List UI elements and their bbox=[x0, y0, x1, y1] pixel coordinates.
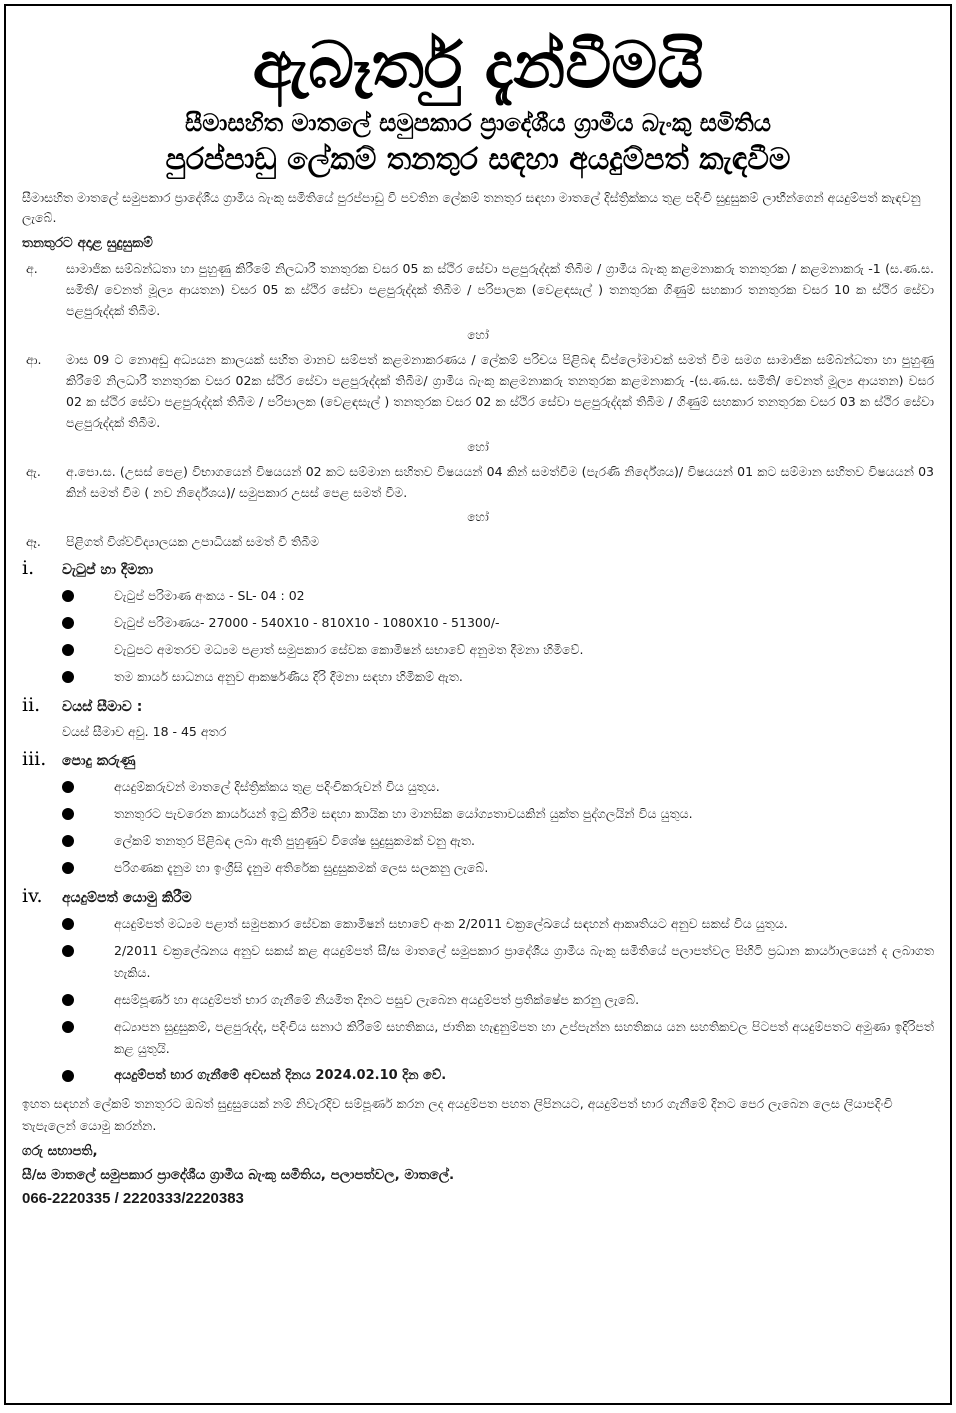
deadline-text: අයදුම්පත් භාර ගැනීමේ අවසන් දිනය 2024.02.10 දින වේ. bbox=[114, 1068, 447, 1083]
bullet-text: 2/2011 චක්‍රලේඛනය අනුව සකස් කළ අයදුම්පත් සී/ස මාතලේ සමුපකාර ප්‍රාදේශීය ග්‍රාමීය බැංකු සමිතියේ පලාපත්වල පිහිටි ප්‍රධාන කාර්යාලයෙන් ද ලබාගත හැකිය. bbox=[114, 943, 934, 980]
or-separator: හෝ bbox=[467, 510, 489, 524]
contact-phone: 066-2220335 / 2220333/2220383 bbox=[22, 1190, 244, 1207]
closing-paragraph: ඉහත සඳහන් ලේකම් තනතුරට ඔබත් සුදුසුයෙක් නම් නිවැරදිව සම්පූර්ණ කරන ලද අයදුම්පත පහත ලිපිනයට, අයදුම්පත් භාර ගැනීමේ දිනට පෙර ලැබෙන ලෙස ලියාපදිංචි තැපැලෙන් යොමු කරන්න. bbox=[22, 1096, 893, 1133]
bullet-icon bbox=[62, 671, 74, 683]
signature-title: ගරු සභාපති, bbox=[22, 1143, 98, 1159]
qualification-letter: අ. bbox=[26, 261, 38, 276]
deadline-item bbox=[22, 1065, 934, 1087]
qualification-item bbox=[22, 258, 934, 321]
age-limit-text: වයස් සීමාව අවු. 18 - 45 අතර bbox=[62, 724, 227, 739]
bullet-icon bbox=[62, 835, 74, 847]
bullet-icon bbox=[62, 808, 74, 820]
or-separator: හෝ bbox=[467, 440, 489, 454]
bullet-icon bbox=[62, 590, 74, 602]
application-heading bbox=[22, 884, 934, 910]
advertisement-page bbox=[4, 4, 952, 1405]
section-title: අයදුම්පත් යොමු කිරීම bbox=[62, 890, 192, 906]
bullet-text: අයදුම්කරුවන් මාතලේ දිස්ත්‍රික්කය තුළ පදිංචිකරුවන් විය යුතුය. bbox=[114, 779, 440, 794]
bullet-text: වැටුප් පරිමාණ අංකය - SL- 04 : 02 bbox=[114, 588, 305, 603]
bullet-text: අධ්‍යාපන සුදුසුකම්, පළපුරුද්ද, පදිංචිය සනාථ කිරීමේ සහතිකය, ජාතික හැඳුනුම්පත හා උප්පැන්න සහතිකය යන සහතිකවල පිටපත් අයදුම්පතට අමුණා ඉදිරිපත් කළ යුතුයි. bbox=[114, 1019, 934, 1056]
section-title: වැටුප් හා දීමනා bbox=[62, 562, 154, 578]
bullet-icon bbox=[62, 945, 74, 957]
list-item bbox=[22, 639, 934, 661]
qualifications-label: තනතුරට අදාළ සුදුසුකම් bbox=[22, 235, 153, 251]
bullet-text: ලේකම් තනතුර පිළිබඳ ලබා ඇති පුහුණුව විශේෂ සුදුසුකමක් වනු ඇත. bbox=[114, 833, 475, 848]
list-item bbox=[22, 913, 934, 935]
list-item bbox=[22, 830, 934, 852]
organization-name: සීමාසහිත මාතලේ සමුපකාර ප්‍රාදේශීය ග්‍රාමීය බැංකු සමිතිය bbox=[185, 109, 771, 137]
list-item bbox=[22, 989, 934, 1011]
section-numeral: iii. bbox=[22, 748, 47, 770]
list-item bbox=[22, 1016, 934, 1060]
page-title: ඇබෑර්තු දැන්වීමයි bbox=[252, 29, 704, 103]
bullet-icon bbox=[62, 617, 74, 629]
section-numeral: iv. bbox=[22, 885, 43, 907]
list-item bbox=[22, 612, 934, 634]
salary-heading bbox=[22, 556, 934, 582]
bullet-icon bbox=[62, 644, 74, 656]
intro-paragraph: සීමාසහිත මාතලේ සමුපකාර ප්‍රාදේශීය ග්‍රාමීය බැංකු සමිතියේ පුරප්පාඩු වී පවතින ලේකම් තනතුර සඳහා මාතලේ දිස්ත්‍රික්කය තුළ පදිංචි සුදුසුකම් ලාභීන්ගෙන් අයදුම්පත් කැඳවනු ලැබේ. bbox=[22, 190, 921, 225]
qualification-item bbox=[22, 461, 934, 503]
section-title: වයස් සීමාව : bbox=[62, 699, 143, 715]
section-numeral: i. bbox=[22, 557, 35, 579]
qualification-item bbox=[22, 531, 934, 552]
subject-heading: පුරප්පාඩු ලේකම් තනතුර සඳහා අයදුම්පත් කැඳවීම bbox=[165, 142, 791, 177]
list-item bbox=[22, 776, 934, 798]
section-numeral: ii. bbox=[22, 694, 41, 716]
bullet-text: වැටුපට අමතරව මධ්‍යම පළාත් සමුපකාර සේවක කොමිෂන් සභාවේ අනුමත දීමනා හිමිවේ. bbox=[114, 642, 584, 657]
qualification-text: සාමාජික සම්බන්ධතා හා පුහුණු කිරීමේ නිලධාරී තනතුරක වසර 05 ක ස්ථිර සේවා පළපුරුද්දක් තිබීම / ග්‍රාමීය බැංකු කළමනාකරු තනතුරක / කළමනාකරු -1 (ස.ණ.ස. සමිති/ වෙනත් මූල්‍ය ආයතන) වසර 05 ක ස්ථිර සේවා පළපුරුද්දක් තිබීම / පරිපාලක (වෙළඳසැල් ) තනතුරක ගිණුම් සහකාර තනතුරක වසර 10 ක ස්ථිර සේවා පළපුරුද්දක් තිබීම. bbox=[66, 261, 934, 318]
list-item bbox=[22, 940, 934, 984]
qualification-item bbox=[22, 349, 934, 433]
bullet-icon bbox=[62, 918, 74, 930]
qualification-letter: ඇ. bbox=[26, 464, 41, 479]
qualification-text: මාස 09 ට නොඅඩු අධ්‍යයන කාලයක් සහිත මානව සම්පත් කළමනාකරණය / ලේකම් පරිචය පිළිබඳ ඩිප්ලෝමාවක් සමත් වීම සමග සාමාජික සම්බන්ධතා හා පුහුණු කිරීමේ නිලධාරී තනතුරක වසර 02ක ස්ථිර සේවා පළපුරුද්දක් තිබීම/ ග්‍රාමීය බැංකු කළමනාකරු තනතුරක කළමනාකරු -(ස.ණ.ස. සමිති/ වෙනත් මූල්‍ය ආයතන) වසර 02 ක ස්ථිර සේවා පළපුරුද්දක් තිබීම / පරිපාලක (වෙළඳසැල් ) තනතුරක වසර 02 ක ස්ථිර සේවා පළපුරුද්දක් තිබීම / ගිණුම් සහකාර තනතුරක වසර 03 ක ස්ථිර සේවා පළපුරුද්දක් තිබීම. bbox=[66, 352, 934, 430]
bullet-text: අයදුම්පත් මධ්‍යම පළාත් සමුපකාර සේවක කොමිෂන් සභාවේ අංක 2/2011 චක්‍රලේඛයේ සඳහන් ආකෘතියට අනුව සකස් විය යුතුය. bbox=[114, 916, 788, 931]
bullet-text: තම කාර්ය සාධනය අනුව ආකර්ෂණීය දිරි දීමනා සඳහා හිමිකම් ඇත. bbox=[114, 669, 463, 684]
bullet-text: අසම්පූර්ණ හා අයදුම්පත් භාර ගැනීමේ නියමිත දිනට පසුව ලැබෙන අයදුම්පත් ප්‍රතික්ෂේප කරනු ලැබේ. bbox=[114, 992, 640, 1007]
list-item bbox=[22, 585, 934, 607]
bullet-icon bbox=[62, 862, 74, 874]
bullet-text: වැටුප් පරිමාණය- 27000 - 540X10 - 810X10 - 1080X10 - 51300/- bbox=[114, 615, 500, 630]
bullet-text: පරිගණක දැනුම හා ඉංග්‍රීසි දැනුම අතිරේක සුදුසුකමක් ලෙස සලකනු ලැබේ. bbox=[114, 860, 489, 875]
age-heading bbox=[22, 693, 934, 719]
or-separator: හෝ bbox=[467, 328, 489, 342]
bullet-icon bbox=[62, 1070, 74, 1082]
qualification-text: පිළිගත් විශ්වවිද්‍යාලයක උපාධියක් සමත් වී තිබීම bbox=[66, 534, 320, 549]
qualification-text: අ.පො.ස. (උසස් පෙළ) විභාගයෙන් විෂයයන් 02 කට සම්මාන සහිතව විෂයයන් 04 කින් සමත්වීම (පැරණි නිර්දේශය)/ විෂයයන් 01 කට සම්මාන සහිතව විෂයයන් 03 කින් සමත් වීම ( නව නිර්දේශය)/ සමුපකාර උසස් පෙළ සමත් වීම. bbox=[66, 464, 934, 500]
qualification-letter: ආ. bbox=[26, 352, 42, 367]
qualification-letter: ඈ. bbox=[26, 534, 41, 549]
bullet-icon bbox=[62, 781, 74, 793]
signature-address: සී/ස මාතලේ සමුපකාර ප්‍රාදේශීය ග්‍රාමීය බැංකු සමිතිය, පලාපත්වල, මාතලේ. bbox=[22, 1167, 455, 1183]
list-item bbox=[22, 857, 934, 879]
general-heading bbox=[22, 747, 934, 773]
section-title: පොදු කරුණු bbox=[62, 753, 136, 769]
list-item bbox=[22, 803, 934, 825]
list-item bbox=[22, 666, 934, 688]
bullet-icon bbox=[62, 994, 74, 1006]
bullet-icon bbox=[62, 1021, 74, 1033]
bullet-text: තනතුරට පැවරෙන කාර්යයන් ඉටු කිරීම සඳහා කායික හා මානසික යෝග්‍යතාවයකින් යුක්ත පුද්ගලයින් විය යුතුය. bbox=[114, 806, 693, 821]
